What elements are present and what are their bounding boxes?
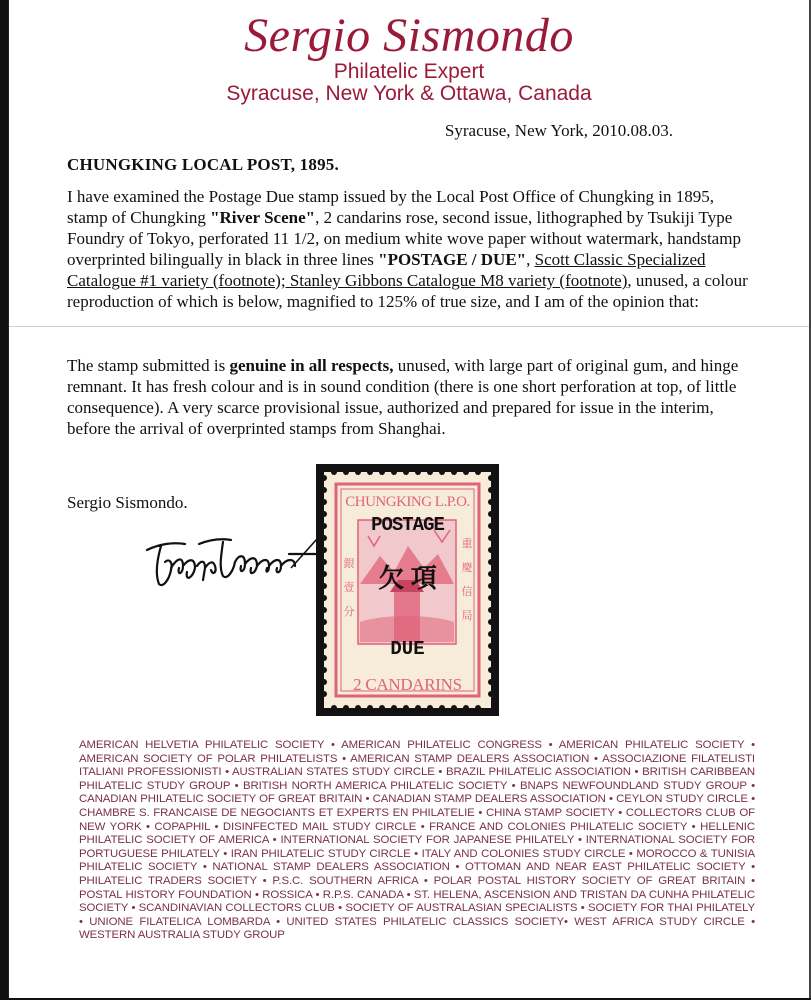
opinion-paragraph — [67, 355, 757, 439]
overprint-postage: POSTAGE — [371, 514, 444, 536]
stamp-image — [316, 464, 499, 716]
society-memberships: AMERICAN HELVETIA PHILATELIC SOCIETY • AMERICAN PHILATELIC CONGRESS • AMERICAN PHILATELIC SOCIETY • AMERICAN SOCIETY OF POLAR PHILATELISTS • AMERICAN STAMP DEALERS ASSOCIATION • ASSOCIAZIONE FILATELISTI ITALIANI PROFESSIONISTI • AUSTRALIAN STATES STUDY CIRCLE • BRAZIL PHILATELIC ASSOCIATION • BRITISH CARIBBEAN PHILATELIC STUDY GROUP • BRITISH NORTH AMERICA PHILATELIC SOCIETY • BNAPS NEWFOUNDLAND STUDY GROUP • CANADIAN PHILATELIC SOCIETY OF GREAT BRITAIN • CANADIAN STAMP DEALERS ASSOCIATION • CEYLON STUDY CIRCLE • CHAMBRE S. FRANCAISE DE NEGOCIANTS ET EXPERTS EN PHILATELIE • CHINA STAMP SOCIETY • COLLECTORS CLUB OF NEW YORK • COPAPHIL • DISINFECTED MAIL STUDY CIRCLE • FRANCE AND COLONIES PHILATELIC SOCIETY • HELLENIC PHILATELIC SOCIETY OF AMERICA • INTERNATIONAL SOCIETY FOR JAPANESE PHILATELY • INTERNATIONAL SOCIETY FOR PORTUGUESE PHILATELY • IRAN PHILATELIC STUDY CIRCLE • ITALY AND COLONIES STUDY CIRCLE • MOROCCO & TUNISIA PHILATELIC SOCIETY • NATIONAL STAMP DEALERS ASSOCIATION • OTTOMAN AND NEAR EAST PHILATELIC SOCIETY • PHILATELIC TRADERS SOCIETY • P.S.C. SOUTHERN AFRICA • POLAR POSTAL HISTORY SOCIETY OF GREAT BRITAIN • POSTAL HISTORY FOUNDATION • ROSSICA • R.P.S. CANADA • ST. HELENA, ASCENSION AND TRISTAN DA CUNHA PHILATELIC SOCIETY • SCANDINAVIAN COLLECTORS CLUB • SOCIETY OF AUSTRALASIAN SPECIALISTS • SOCIETY FOR THAI PHILATELY • UNIONE FILATELICA LOMBARDA • UNITED STATES PHILATELIC CLASSICS SOCIETY• WEST AFRICA STUDY CIRCLE • WESTERN AUSTRALIA STUDY GROUP — [79, 739, 755, 942]
description-bold: "River Scene" — [210, 208, 316, 227]
expert-title: Philatelic Expert — [333, 60, 485, 83]
stamp-top-text: CHUNGKING L.P.O. — [345, 494, 470, 510]
certificate-sheet — [8, 0, 811, 998]
certificate-heading: CHUNGKING LOCAL POST, 1895. — [67, 155, 339, 174]
opinion-bold: genuine in all respects, — [229, 356, 394, 375]
handwritten-signature — [139, 510, 329, 600]
expert-location: Syracuse, New York & Ottawa, Canada — [226, 82, 592, 105]
description-text: I have examined the Postage Due stamp issued by the Local Post Office of Chungking in 1895, stamp of Chungking — [67, 187, 714, 227]
overprint-bold: "POSTAGE / DUE" — [378, 250, 527, 269]
description-text: , 2 candarins rose, second issue, lithographed by Tsukiji Type Foundry of Tokyo, perforated 11 1/2, on medium white wove paper without watermark, handstamp overprinted bilingually in black in three lines — [67, 208, 741, 269]
fold-line — [9, 326, 809, 327]
description-paragraph — [67, 186, 757, 312]
signatory-name: Sergio Sismondo. — [67, 493, 188, 512]
stamp-right-chars: 重 慶 信 局 — [461, 538, 473, 622]
stamp-value-text: 2 CANDARINS — [353, 675, 462, 694]
expert-name: Sergio Sismondo — [244, 9, 574, 62]
catalogue-reference: Scott Classic Specialized Catalogue #1 variety (footnote); Stanley Gibbons Catalogue M8 variety (footnote) — [67, 250, 706, 290]
overprint-chinese: 欠 項 — [378, 564, 437, 593]
stamp-left-chars: 銀 壹 分 — [343, 558, 355, 618]
opinion-text: The stamp submitted is — [67, 356, 230, 375]
stamp — [324, 472, 491, 708]
overprint-due: DUE — [390, 638, 425, 660]
opinion-text: unused, with large part of original gum, and hinge remnant. It has fresh colour and is in sound condition (there is one short perforation at top, of little consequence). A very scarce provisional issue, authorized and prepared for issue in the interim, before the arrival of overprinted stamps from Shanghai. — [67, 356, 739, 438]
description-text: , unused, a colour reproduction of which is below, magnified to 125% of true size, and I am of the opinion that: — [67, 271, 748, 311]
description-text: , — [526, 250, 535, 269]
dateline: Syracuse, New York, 2010.08.03. — [444, 121, 673, 140]
